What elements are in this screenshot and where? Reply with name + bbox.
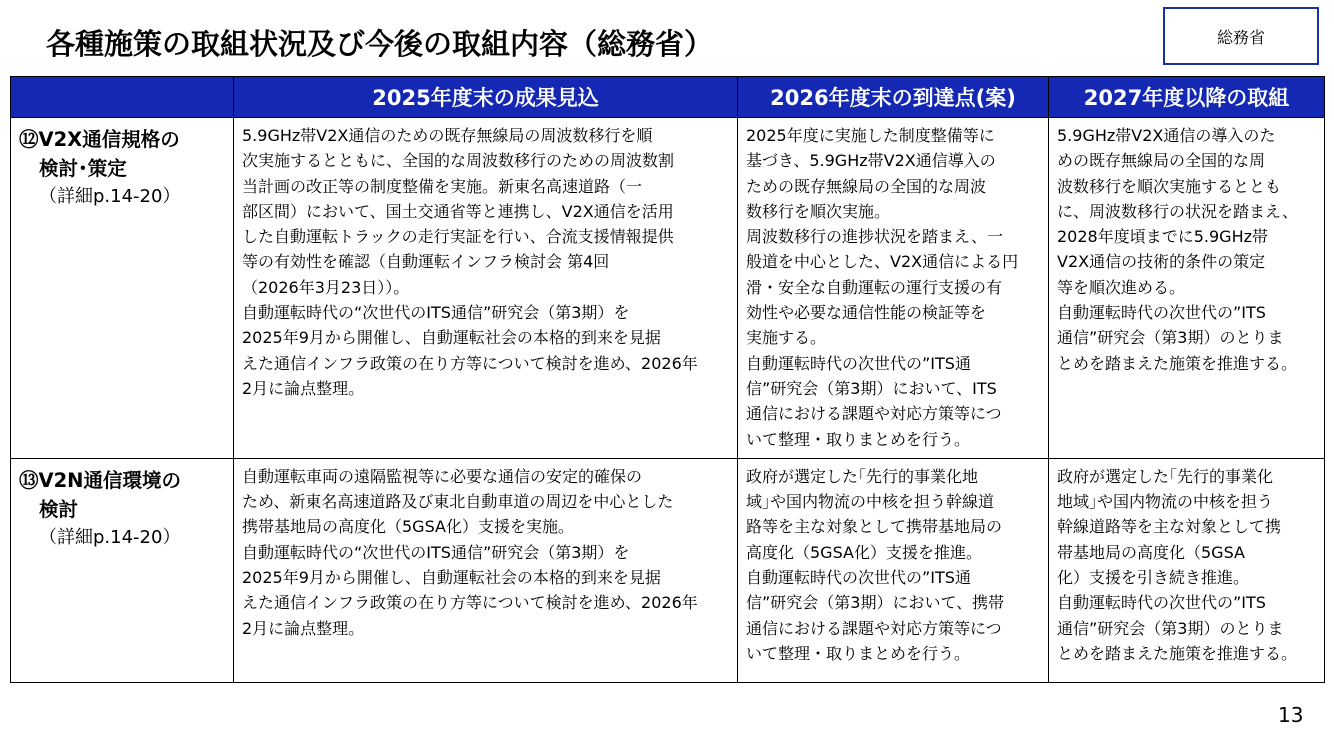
measures-table (10, 76, 1325, 683)
item-cell (11, 458, 234, 682)
item-detail-reference: （詳細p.14-20） (39, 526, 181, 548)
item-name (19, 466, 227, 524)
column-header-2026: 2026年度末の到達点(案) (738, 77, 1049, 118)
org-badge: 総務省 (1163, 7, 1319, 65)
item-name-line2: 検討 (39, 497, 79, 521)
column-header-item (11, 77, 234, 118)
page-title: 各種施策の取組状況及び今後の取組内容（総務省） (46, 27, 714, 61)
cell-2025-outcome: 5.9GHz帯V2X通信のための既存無線局の周波数移行を順 次実施するとともに、全国的な周波数移行のための周波数割 当計画の改正等の制度整備を実施。新東名高速道路（一 部区間）において、国土交通省等と連携し、V2X通信を活用 した自動運転トラックの走行実証を行い、合流支援情報提供 等の有効性を確認（自動運転インフラ検討会 第4回 （2026年3月23日））。 自動運転時代の“次世代のITS通信”研究会（第3期）を 2025年9月から開催し、自動運転社会の本格的到来を見据 えた通信インフラ政策の在り方等について検討を進め、2026年 2月に論点整理。 (234, 118, 738, 459)
table-row (11, 458, 1325, 682)
item-detail-reference: （詳細p.14-20） (39, 186, 181, 207)
table-row (11, 118, 1325, 459)
cell-2026-target: 政府が選定した｢先行的事業化地 域｣や国内物流の中核を担う幹線道 路等を主な対象として携帯基地局の 高度化（5GSA化）支援を推進。 自動運転時代の次世代の”ITS通 信”研究会（第3期）において、携帯 通信における課題や対応方策等につ いて整理・取りまとめを行う。 (738, 458, 1049, 682)
column-header-2027: 2027年度以降の取組 (1049, 77, 1325, 118)
item-name-line1: ⑬V2N通信環境の (19, 468, 181, 492)
cell-2027-plan: 5.9GHz帯V2X通信の導入のた めの既存無線局の全国的な周 波数移行を順次実施するととも に、周波数移行の状況を踏まえ、 2028年度頃までに5.9GHz帯 V2X通信の技術的条件の策定 等を順次進める。 自動運転時代の次世代の”ITS 通信”研究会（第3期）のとりま とめを踏まえた施策を推進する。 (1049, 118, 1325, 459)
item-cell (11, 118, 234, 459)
cell-2025-outcome: 自動運転車両の遠隔監視等に必要な通信の安定的確保の ため、新東名高速道路及び東北自動車道の周辺を中心とした 携帯基地局の高度化（5GSA化）支援を実施。 自動運転時代の“次世代のITS通信”研究会（第3期）を 2025年9月から開催し、自動運転社会の本格的到来を見据 えた通信インフラ政策の在り方等について検討を進め、2026年 2月に論点整理。 (234, 458, 738, 682)
column-header-2025: 2025年度末の成果見込 (234, 77, 738, 118)
cell-2026-target: 2025年度に実施した制度整備等に 基づき、5.9GHz帯V2X通信導入の ための既存無線局の全国的な周波 数移行を順次実施。 周波数移行の進捗状況を踏まえ、一 般道を中心とした、V2X通信による円 滑・安全な自動運転の運行支援の有 効性や必要な通信性能の検証等を 実施する。 自動運転時代の次世代の”ITS通 信”研究会（第3期）において、ITS 通信における課題や対応方策等につ いて整理・取りまとめを行う。 (738, 118, 1049, 459)
page-number: 13 (1278, 703, 1304, 727)
item-name-line2: 検討･策定 (39, 157, 127, 180)
item-name (19, 125, 227, 183)
item-name-line1: ⑫V2X通信規格の (19, 128, 180, 151)
cell-2027-plan: 政府が選定した｢先行的事業化 地域｣や国内物流の中核を担う 幹線道路等を主な対象として携 帯基地局の高度化（5GSA 化）支援を引き続き推進。 自動運転時代の次世代の”ITS 通信”研究会（第3期）のとりま とめを踏まえた施策を推進する。 (1049, 458, 1325, 682)
table-header-row (11, 77, 1325, 118)
